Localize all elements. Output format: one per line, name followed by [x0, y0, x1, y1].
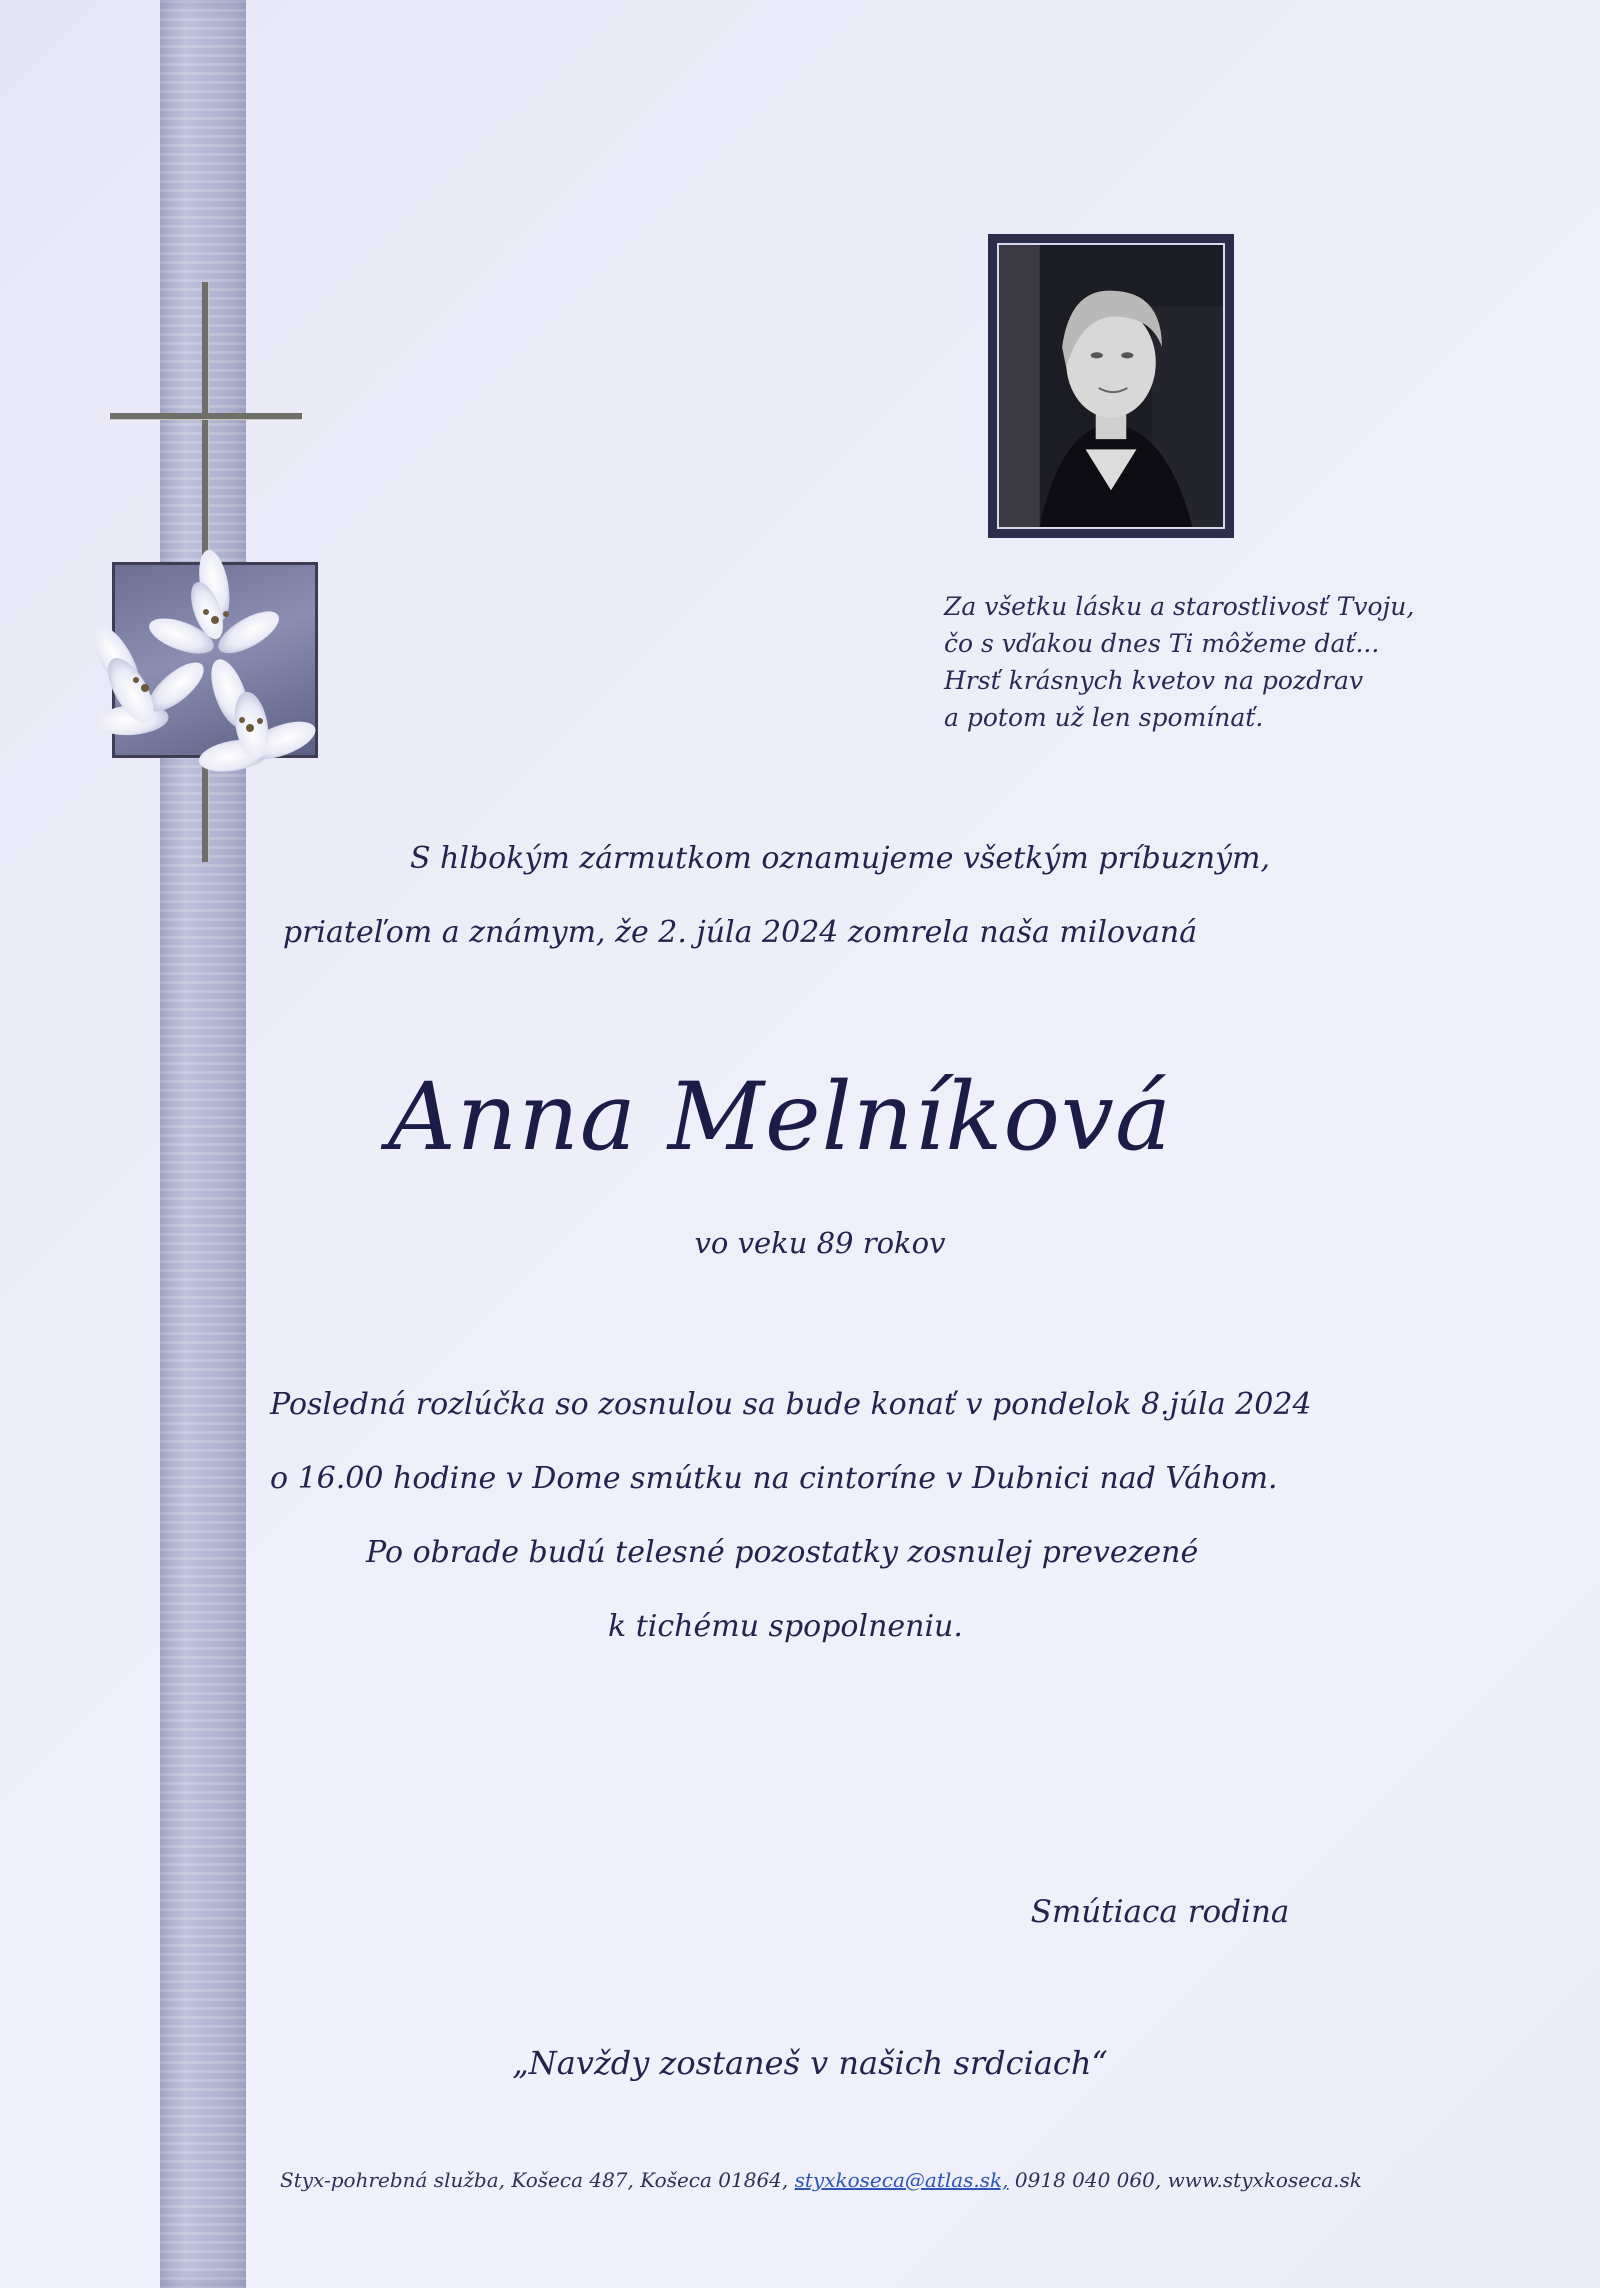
poem-line: Hrsť krásnych kvetov na pozdrav	[944, 666, 1364, 695]
intro-line-2: priateľom a známym, že 2. júla 2024 zomrela naša milovaná	[282, 915, 1198, 950]
footer-company: Styx-pohrebná služba, Košeca 487, Košeca 01864,	[280, 2168, 789, 2192]
ceremony-details	[270, 1368, 1370, 1664]
memorial-poem	[944, 588, 1464, 736]
family-signature: Smútiaca rodina	[1030, 1894, 1290, 1930]
footer-email-link[interactable]: styxkoseca@atlas.sk,	[794, 2168, 1009, 2192]
portrait-photo	[997, 243, 1225, 529]
intro-line-1: S hlbokým zármutkom oznamujeme všetkým príbuzným,	[409, 841, 1271, 876]
ceremony-line-3: Po obrade budú telesné pozostatky zosnulej prevezené	[366, 1535, 1199, 1570]
portrait-image	[999, 245, 1223, 527]
lily-flowers-icon	[60, 540, 330, 790]
poem-line: čo s vďakou dnes Ti môžeme dať...	[944, 629, 1380, 658]
lily-top-icon	[145, 548, 285, 662]
announcement-intro	[200, 822, 1400, 970]
deceased-name: Anna Melníková	[387, 1063, 1173, 1172]
funeral-service-footer	[280, 2168, 1380, 2192]
ceremony-line-4: k tichému spopolneniu.	[608, 1609, 963, 1644]
poem-line: a potom už len spomínať.	[944, 703, 1264, 732]
cross-horizontal-bar	[110, 413, 302, 419]
portrait-photo-frame	[988, 234, 1234, 538]
lily-right-icon	[196, 655, 320, 777]
ceremony-line-1: Posledná rozlúčka so zosnulou sa bude konať v pondelok 8.júla 2024	[270, 1387, 1312, 1422]
deceased-age: vo veku 89 rokov	[694, 1226, 946, 1260]
ceremony-line-2: o 16.00 hodine v Dome smútku na cintoríne v Dubnici nad Váhom.	[270, 1461, 1278, 1496]
memorial-motto: „Navždy zostaneš v našich srdciach“	[512, 2044, 1108, 2082]
footer-contact: 0918 040 060, www.styxkoseca.sk	[1014, 2168, 1362, 2192]
poem-line: Za všetku lásku a starostlivosť Tvoju,	[944, 592, 1415, 621]
